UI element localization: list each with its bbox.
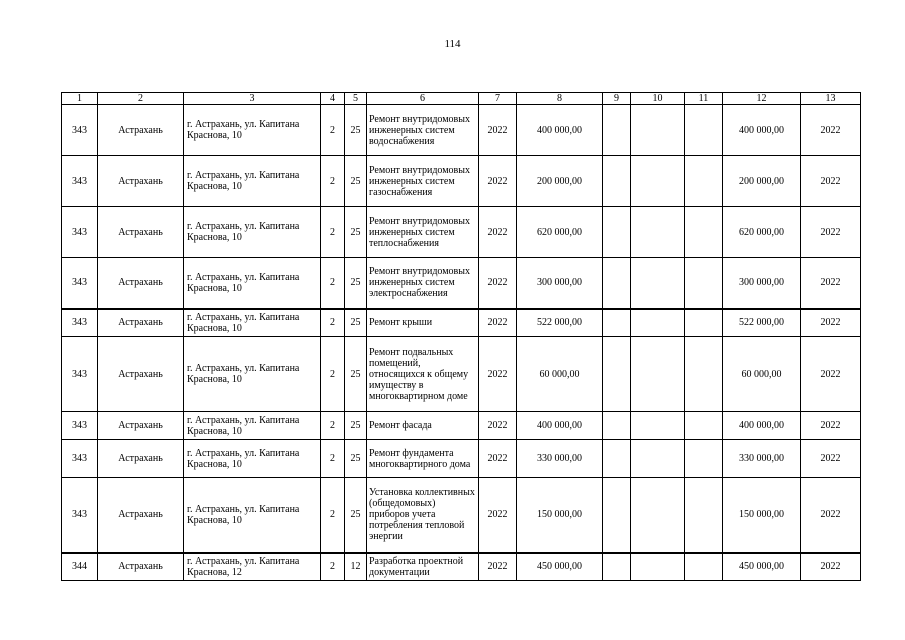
cell-address: г. Астрахань, ул. Капитана Краснова, 10 [184,105,321,156]
cell-completion-year: 2022 [801,440,861,478]
cell-address: г. Астрахань, ул. Капитана Краснова, 10 [184,207,321,258]
cell-col9 [603,440,631,478]
page-number: 114 [444,38,461,50]
cell-row-id: 343 [62,156,98,207]
table-row [62,309,861,337]
cell-col9 [603,337,631,412]
cell-address: г. Астрахань, ул. Капитана Краснова, 10 [184,478,321,553]
cell-col5: 25 [345,207,367,258]
cell-year: 2022 [479,412,517,440]
cell-col4: 2 [321,412,345,440]
cell-cost: 200 000,00 [517,156,603,207]
cell-address: г. Астрахань, ул. Капитана Краснова, 12 [184,553,321,581]
column-header: 12 [723,93,801,105]
cell-col11 [685,309,723,337]
cell-cost: 150 000,00 [517,478,603,553]
cell-col11 [685,440,723,478]
cell-col5: 25 [345,440,367,478]
cell-completion-year: 2022 [801,553,861,581]
cell-col11 [685,337,723,412]
cell-col4: 2 [321,258,345,309]
cell-address: г. Астрахань, ул. Капитана Краснова, 10 [184,440,321,478]
cell-cost: 300 000,00 [517,258,603,309]
cell-row-id: 343 [62,440,98,478]
cell-col5: 25 [345,337,367,412]
table-row [62,440,861,478]
cell-total: 400 000,00 [723,412,801,440]
cell-year: 2022 [479,553,517,581]
cell-row-id: 343 [62,337,98,412]
cell-cost: 400 000,00 [517,412,603,440]
cell-col10 [631,412,685,440]
column-header: 11 [685,93,723,105]
table-row [62,553,861,581]
cell-work-type: Ремонт внутридомовых инженерных систем теплоснабжения [367,207,479,258]
column-header: 10 [631,93,685,105]
cell-year: 2022 [479,478,517,553]
cell-city: Астрахань [98,440,184,478]
cell-cost: 60 000,00 [517,337,603,412]
cell-col10 [631,337,685,412]
cell-total: 60 000,00 [723,337,801,412]
cell-col9 [603,207,631,258]
table-row [62,258,861,309]
cell-year: 2022 [479,337,517,412]
cell-completion-year: 2022 [801,309,861,337]
cell-col5: 25 [345,478,367,553]
cell-col4: 2 [321,440,345,478]
cell-col9 [603,309,631,337]
cell-col9 [603,553,631,581]
cell-city: Астрахань [98,309,184,337]
cell-work-type: Ремонт внутридомовых инженерных систем водоснабжения [367,105,479,156]
cell-city: Астрахань [98,156,184,207]
cell-year: 2022 [479,440,517,478]
cell-cost: 400 000,00 [517,105,603,156]
cell-col10 [631,156,685,207]
cell-col10 [631,105,685,156]
cell-col4: 2 [321,207,345,258]
cell-col10 [631,440,685,478]
column-header: 13 [801,93,861,105]
cell-col11 [685,156,723,207]
cell-work-type: Ремонт подвальных помещений, относящихся к общему имуществу в многоквартирном доме [367,337,479,412]
column-number-row [62,93,861,105]
cell-total: 300 000,00 [723,258,801,309]
cell-row-id: 343 [62,412,98,440]
cell-col5: 12 [345,553,367,581]
cell-total: 150 000,00 [723,478,801,553]
repair-program-table [61,92,861,581]
cell-completion-year: 2022 [801,412,861,440]
cell-address: г. Астрахань, ул. Капитана Краснова, 10 [184,309,321,337]
cell-address: г. Астрахань, ул. Капитана Краснова, 10 [184,337,321,412]
cell-col10 [631,478,685,553]
cell-col11 [685,553,723,581]
cell-row-id: 343 [62,258,98,309]
column-header: 3 [184,93,321,105]
cell-col4: 2 [321,156,345,207]
cell-col9 [603,412,631,440]
column-header: 6 [367,93,479,105]
table-row [62,105,861,156]
cell-col9 [603,478,631,553]
cell-col9 [603,258,631,309]
cell-completion-year: 2022 [801,478,861,553]
cell-col10 [631,207,685,258]
cell-city: Астрахань [98,105,184,156]
cell-col9 [603,105,631,156]
cell-col5: 25 [345,309,367,337]
cell-col4: 2 [321,478,345,553]
cell-work-type: Ремонт внутридомовых инженерных систем газоснабжения [367,156,479,207]
cell-row-id: 343 [62,105,98,156]
cell-city: Астрахань [98,553,184,581]
cell-city: Астрахань [98,412,184,440]
table-row [62,337,861,412]
cell-year: 2022 [479,309,517,337]
cell-col10 [631,258,685,309]
cell-col4: 2 [321,553,345,581]
cell-city: Астрахань [98,478,184,553]
cell-col5: 25 [345,105,367,156]
table-row [62,156,861,207]
cell-year: 2022 [479,105,517,156]
cell-completion-year: 2022 [801,156,861,207]
cell-city: Астрахань [98,207,184,258]
table-row [62,207,861,258]
cell-col11 [685,105,723,156]
cell-total: 450 000,00 [723,553,801,581]
cell-work-type: Ремонт фасада [367,412,479,440]
cell-total: 200 000,00 [723,156,801,207]
cell-row-id: 343 [62,207,98,258]
cell-cost: 450 000,00 [517,553,603,581]
cell-col4: 2 [321,105,345,156]
cell-col4: 2 [321,337,345,412]
cell-col10 [631,309,685,337]
cell-completion-year: 2022 [801,207,861,258]
column-header: 2 [98,93,184,105]
column-header: 1 [62,93,98,105]
cell-city: Астрахань [98,258,184,309]
cell-col9 [603,156,631,207]
cell-address: г. Астрахань, ул. Капитана Краснова, 10 [184,156,321,207]
cell-total: 330 000,00 [723,440,801,478]
cell-year: 2022 [479,207,517,258]
cell-col10 [631,553,685,581]
cell-cost: 522 000,00 [517,309,603,337]
cell-work-type: Ремонт крыши [367,309,479,337]
cell-address: г. Астрахань, ул. Капитана Краснова, 10 [184,258,321,309]
cell-work-type: Разработка проектной документации [367,553,479,581]
cell-row-id: 344 [62,553,98,581]
cell-col5: 25 [345,156,367,207]
table-row [62,478,861,553]
cell-col4: 2 [321,309,345,337]
cell-work-type: Ремонт внутридомовых инженерных систем электроснабжения [367,258,479,309]
cell-completion-year: 2022 [801,258,861,309]
cell-col11 [685,412,723,440]
cell-city: Астрахань [98,337,184,412]
cell-address: г. Астрахань, ул. Капитана Краснова, 10 [184,412,321,440]
cell-completion-year: 2022 [801,337,861,412]
cell-col11 [685,207,723,258]
cell-cost: 620 000,00 [517,207,603,258]
cell-row-id: 343 [62,309,98,337]
cell-col11 [685,258,723,309]
cell-total: 620 000,00 [723,207,801,258]
table-row [62,412,861,440]
cell-col5: 25 [345,258,367,309]
cell-work-type: Ремонт фундамента многоквартирного дома [367,440,479,478]
cell-year: 2022 [479,156,517,207]
column-header: 4 [321,93,345,105]
cell-cost: 330 000,00 [517,440,603,478]
cell-total: 400 000,00 [723,105,801,156]
cell-col11 [685,478,723,553]
cell-row-id: 343 [62,478,98,553]
column-header: 7 [479,93,517,105]
cell-completion-year: 2022 [801,105,861,156]
cell-total: 522 000,00 [723,309,801,337]
cell-work-type: Установка коллективных (общедомовых) приборов учета потребления тепловой энергии [367,478,479,553]
cell-col5: 25 [345,412,367,440]
column-header: 8 [517,93,603,105]
cell-year: 2022 [479,258,517,309]
column-header: 5 [345,93,367,105]
column-header: 9 [603,93,631,105]
